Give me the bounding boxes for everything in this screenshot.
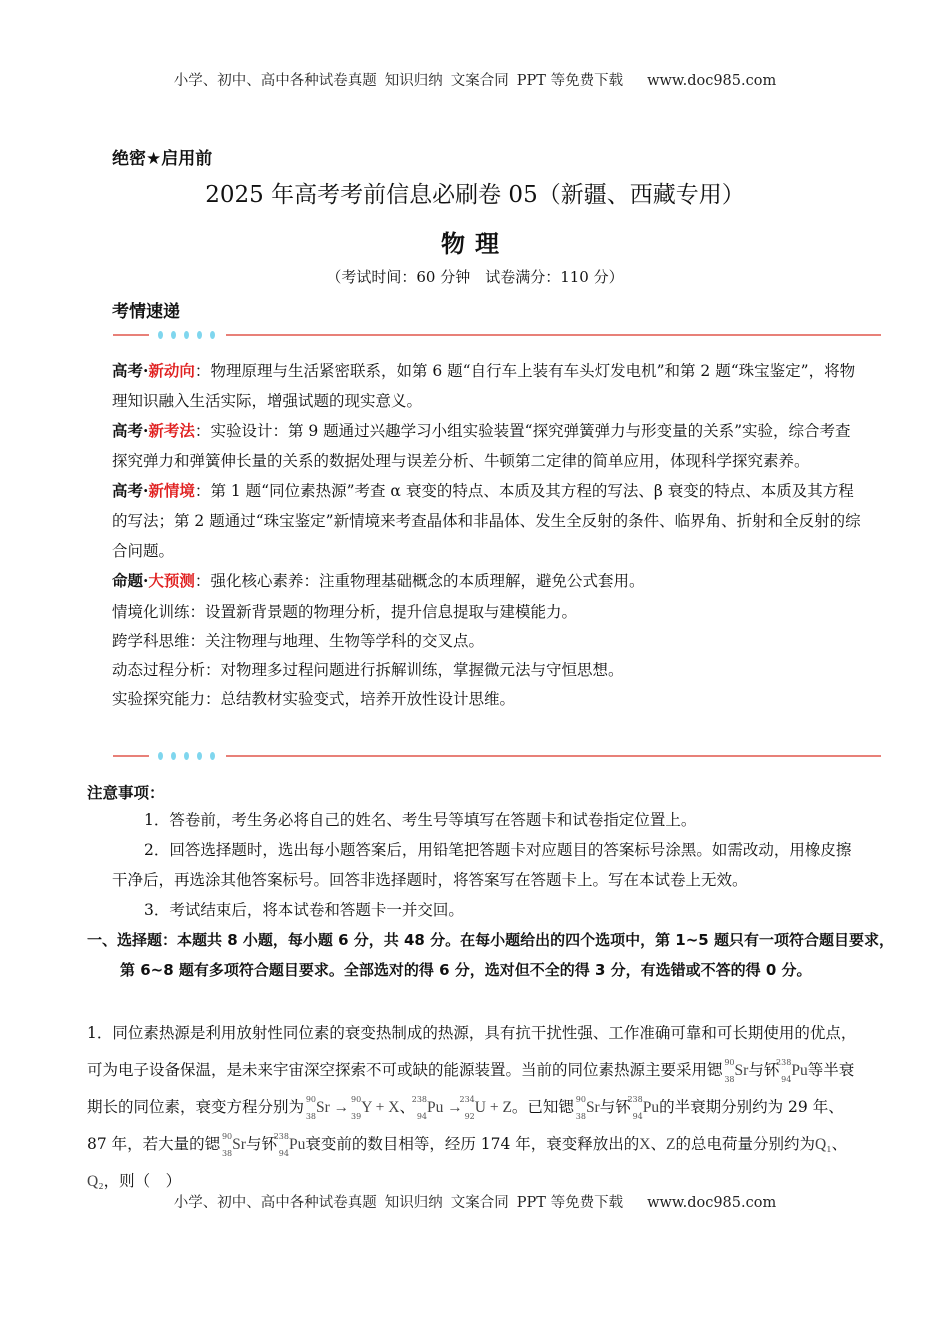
info-text: 实验设计：第 9 题通过兴趣学习小组实验装置“探究弹簧弹力与形变量的关系”实验，综合考查探究弹力和弹簧伸长量的关系的数据处理与误差分析、牛顿第二定律的简单应用，体现科学探究素养。 bbox=[112, 422, 851, 470]
info-tag: 大预测 bbox=[148, 572, 195, 590]
header-text: 文案合同 bbox=[450, 73, 509, 89]
notice-item: 3．考试结束后，将本试卷和答题卡一并交回。 bbox=[144, 901, 464, 919]
info-prefix: 高考· bbox=[112, 361, 149, 380]
question-text: 、 bbox=[831, 1135, 848, 1153]
info-text: 强化核心素养：注重物理基础概念的本质理解，避免公式套用。 bbox=[210, 572, 645, 590]
info-text: 物理原理与生活紧密联系，如第 6 题“自行车上装有车头灯发电机”和第 2 题“珠宝鉴定”，将物理知识融入生活实际，增强试题的现实意义。 bbox=[112, 362, 856, 410]
symbol: Y + X bbox=[361, 1099, 400, 1116]
mass-number: 238 bbox=[273, 1132, 289, 1141]
info-item bbox=[112, 356, 862, 416]
info-list bbox=[112, 356, 862, 714]
nuclide-numbers bbox=[304, 1095, 316, 1121]
mass-number: 90 bbox=[351, 1095, 362, 1104]
info-tag: 新情境 bbox=[148, 482, 195, 500]
nuclide-numbers bbox=[411, 1095, 428, 1121]
notice-list bbox=[112, 805, 862, 925]
nuclide-numbers bbox=[220, 1132, 232, 1158]
trend-item: 动态过程分析：对物理多过程问题进行拆解训练，掌握微元法与守恒思想。 bbox=[112, 661, 624, 679]
symbol: X bbox=[639, 1136, 651, 1153]
atomic-number: 94 bbox=[416, 1112, 428, 1121]
info-tag: 新动向 bbox=[148, 362, 195, 380]
question-text: 等半衰期长的同位素，衰变方程分别为 bbox=[87, 1061, 855, 1116]
nuclide-numbers bbox=[349, 1095, 361, 1121]
nuclide-numbers bbox=[776, 1058, 792, 1084]
question-text: 、 bbox=[399, 1098, 416, 1116]
symbol: Sr bbox=[734, 1062, 749, 1079]
notice-title: 注意事项： bbox=[87, 784, 165, 802]
part1-instructions: 一、选择题：本题共 8 小题，每小题 6 分，共 48 分。在每小题给出的四个选项中，第 1~5 题只有一项符合题目要求，第 6~8 题有多项符合题目要求。全部选对的得 6 分，选对但不全的得 3 分，有选错或不答的得 0 分。 bbox=[87, 931, 894, 979]
atomic-number: 94 bbox=[632, 1112, 643, 1121]
question-1 bbox=[87, 1015, 862, 1200]
question-text: 与钚 bbox=[245, 1135, 277, 1153]
atomic-number: 94 bbox=[278, 1149, 289, 1158]
symbol: Pu → bbox=[427, 1099, 463, 1116]
atomic-number: 92 bbox=[464, 1112, 475, 1121]
atomic-number: 39 bbox=[351, 1112, 362, 1121]
info-prefix: 命题· bbox=[112, 571, 149, 590]
atomic-number: 38 bbox=[305, 1112, 317, 1121]
info-prefix: 高考· bbox=[112, 481, 149, 500]
mass-number: 90 bbox=[221, 1132, 233, 1141]
mass-number: 238 bbox=[627, 1095, 643, 1104]
trend-item: 情境化训练：设置新背景题的物理分析，提升信息提取与建模能力。 bbox=[112, 603, 578, 621]
footer-text: 文案合同 bbox=[450, 1195, 509, 1211]
question-text: 与钚 bbox=[748, 1061, 780, 1079]
info-sep: ： bbox=[194, 572, 211, 590]
question-text: 与钚 bbox=[599, 1098, 631, 1116]
mass-number: 238 bbox=[776, 1058, 792, 1067]
symbol: Pu bbox=[642, 1099, 660, 1116]
symbol: Pu bbox=[288, 1136, 306, 1153]
footer-text: 小学、初中、高中各种试卷真题 bbox=[173, 1195, 377, 1211]
notice-item: 2．回答选择题时，选出每小题答案后，用铅笔把答题卡对应题目的答案标号涂黑。如需改动，用橡皮擦干净后，再选涂其他答案标号。回答非选择题时，将答案写在答题卡上。写在本试卷上无效。 bbox=[112, 841, 852, 889]
info-item bbox=[112, 476, 862, 566]
nuclide-numbers bbox=[627, 1095, 643, 1121]
info-tag: 新考法 bbox=[148, 422, 195, 440]
info-item bbox=[112, 566, 862, 596]
atomic-number: 94 bbox=[781, 1075, 792, 1084]
page-header bbox=[0, 69, 950, 90]
secret-label: 绝密★启用前 bbox=[112, 149, 213, 169]
section-title: 考情速递 bbox=[112, 302, 180, 322]
symbol: Sr bbox=[585, 1099, 600, 1116]
symbol: Sr bbox=[232, 1136, 246, 1153]
page-title: 2025 年高考考前信息必刷卷 05（新疆、西藏专用） bbox=[205, 182, 745, 208]
divider bbox=[113, 330, 881, 340]
question-text: 、 bbox=[650, 1135, 667, 1153]
info-sep: ： bbox=[194, 362, 211, 380]
mass-number: 90 bbox=[724, 1058, 735, 1067]
nuclide-numbers bbox=[459, 1095, 475, 1121]
trend-item: 实验探究能力：总结教材实验变式，培养开放性设计思维。 bbox=[112, 690, 516, 708]
info-prefix: 高考· bbox=[112, 421, 149, 440]
header-text: 小学、初中、高中各种试卷真题 bbox=[173, 73, 377, 89]
nuclide-numbers bbox=[273, 1132, 289, 1158]
question-text: 1．同位素热源是利用放射性同位素的衰变热制成的热源，具有抗干扰性强、工作准确可靠和可长期使用的优点，可为电子设备保温，是未来宇宙深空探索不可或缺的能源装置。当前的同位素热源主要采用锶 bbox=[87, 1024, 857, 1079]
symbol: Z bbox=[666, 1136, 676, 1153]
mass-number: 234 bbox=[459, 1095, 475, 1104]
nuclide-numbers bbox=[574, 1095, 586, 1121]
header-text: PPT 等免费下载 bbox=[516, 73, 624, 89]
question-text: 衰变前的数目相等，经历 174 年，衰变释放出的 bbox=[305, 1135, 640, 1153]
subject-title: 物理 bbox=[441, 230, 509, 258]
atomic-number: 38 bbox=[575, 1112, 586, 1121]
trend-item: 跨学科思维：关注物理与地理、生物等学科的交叉点。 bbox=[112, 632, 485, 650]
info-sep: ： bbox=[194, 422, 211, 440]
symbol: Sr → bbox=[316, 1099, 350, 1116]
header-text: 知识归纳 bbox=[384, 73, 443, 89]
header-site-link[interactable]: www.doc985.com bbox=[647, 73, 777, 89]
info-text: 第 1 题“同位素热源”考查 α 衰变的特点、本质及其方程的写法、β 衰变的特点、本质及其方程的写法；第 2 题通过“珠宝鉴定”新情境来考查晶体和非晶体、发生全反射的条件、临界角、折射和全反射的综合问题。 bbox=[112, 482, 861, 560]
question-text: 的总电荷量分别约为 bbox=[675, 1135, 815, 1153]
page-footer bbox=[0, 1191, 950, 1212]
info-item bbox=[112, 416, 862, 476]
symbol: Pu bbox=[791, 1062, 808, 1079]
atomic-number: 38 bbox=[724, 1075, 735, 1084]
notice-item: 1．答卷前，考生务必将自己的姓名、考生号等填写在答题卡和试卷指定位置上。 bbox=[144, 811, 697, 829]
question-text: 的半衰期分别约为 29 年、87 年，若大量的锶 bbox=[87, 1098, 844, 1153]
mass-number: 90 bbox=[305, 1095, 317, 1104]
footer-site-link[interactable]: www.doc985.com bbox=[647, 1195, 777, 1211]
atomic-number: 38 bbox=[221, 1149, 233, 1158]
symbol: Q₁ bbox=[815, 1136, 832, 1153]
nuclide-numbers bbox=[723, 1058, 735, 1084]
mass-number: 90 bbox=[575, 1095, 586, 1104]
divider bbox=[113, 751, 881, 761]
footer-text: PPT 等免费下载 bbox=[516, 1195, 624, 1211]
question-text: 。已知锶 bbox=[511, 1098, 574, 1116]
mass-number: 238 bbox=[411, 1095, 428, 1104]
question-text: ，则（ ） bbox=[103, 1172, 182, 1190]
symbol: U + Z bbox=[474, 1099, 512, 1116]
exam-info: （考试时间：60 分钟 试卷满分：110 分） bbox=[326, 268, 624, 286]
info-sep: ： bbox=[194, 482, 211, 500]
footer-text: 知识归纳 bbox=[384, 1195, 443, 1211]
symbol: Q₂ bbox=[87, 1173, 104, 1190]
